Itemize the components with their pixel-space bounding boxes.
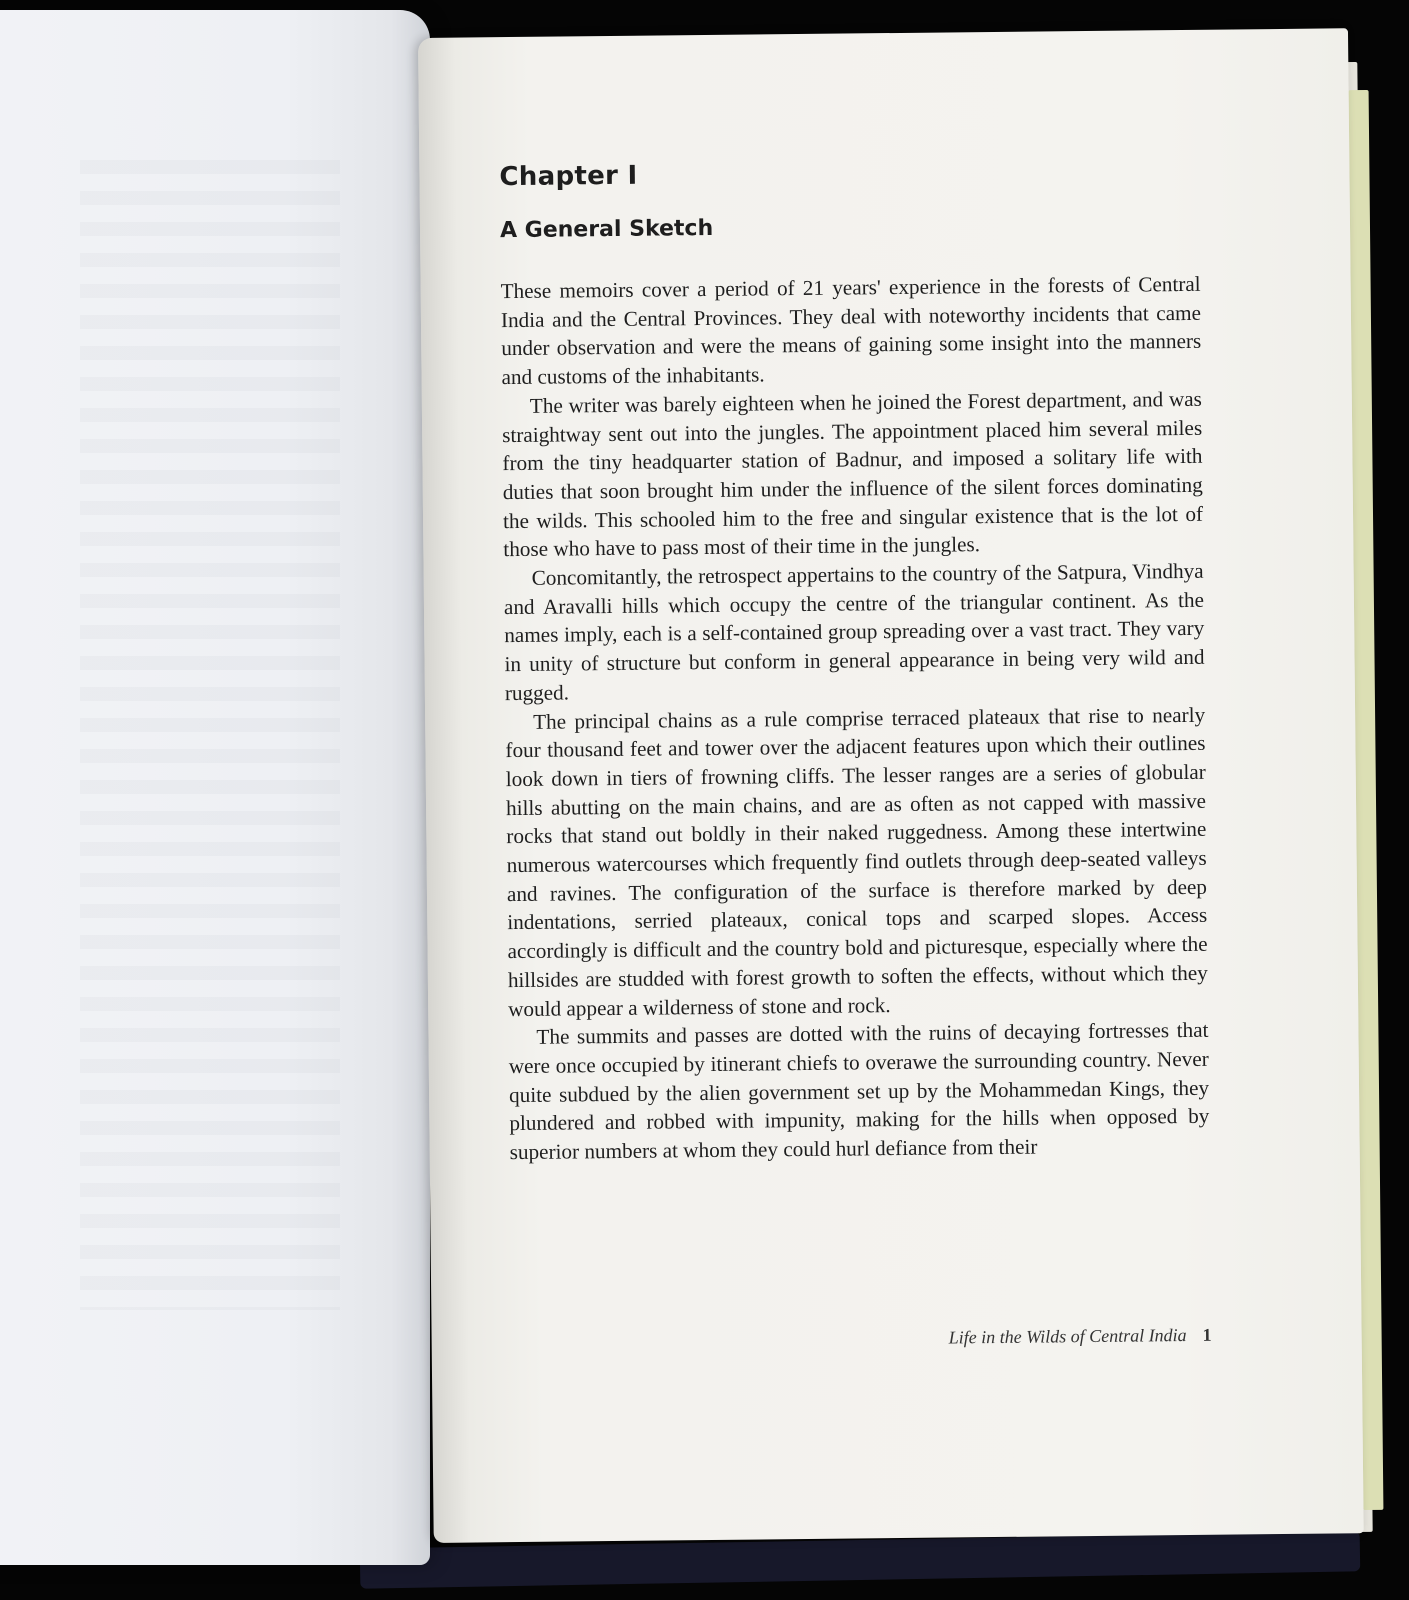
left-page (0, 10, 430, 1565)
paragraph: The writer was barely eighteen when he joined the Forest department, and was straightway sent out into the jungles. The appointment placed him several miles from the tiny headquarter station of Badnur, and imposed a solitary life with duties that soon brought him under the influence of the silent forces dominating the wilds. This schooled him to the free and singular existence that is the lot of those who have to pass most of their time in the jungles. (502, 386, 1204, 562)
running-footer-title: Life in the Wilds of Central India (948, 1325, 1187, 1348)
page-body (499, 155, 1209, 1167)
paragraph: The summits and passes are dotted with the ruins of decaying fortresses that were once occupied by itinerant chiefs to overawe the surrounding country. Never quite subdued by the alien government set up by the Mohammedan Kings, they plundered and robbed with impunity, making for the hills when opposed by superior numbers at whom they could hurl defiance from their (508, 1018, 1210, 1165)
paragraph: The principal chains as a rule comprise terraced plateaux that rise to nearly four thousand feet and tower over the adjacent features upon which their outlines look down in tiers of frowning cliffs. The lesser ranges are a series of globular hills abutting on the main chains, and are as often as not capped with massive rocks that stand out boldly in their naked ruggedness. Among these intertwine numerous watercourses which frequently find outlets through deep-seated valleys and ravines. The configuration of the surface is therefore marked by deep indentations, serried plateaux, conical tops and scarped slopes. Access accordingly is difficult and the country bold and picturesque, especially where the hillsides are studded with forest growth to soften the effects, without which they would appear a wilderness of stone and rock. (505, 702, 1208, 1021)
chapter-title: A General Sketch (499, 215, 714, 244)
right-page (418, 28, 1364, 1543)
chapter-heading: Chapter I (499, 160, 638, 193)
page-footer (902, 1325, 1212, 1349)
show-through-text (80, 160, 340, 1310)
paragraph: Concomitantly, the retrospect appertains to the country of the Satpura, Vindhya and Aravalli hills which occupy the centre of the triangular continent. As the names imply, each is a self-contained group spreading over a vast tract. They vary in unity of structure but conform in general appearance in being very wild and rugged. (503, 558, 1205, 705)
page-number: 1 (1202, 1324, 1212, 1345)
paragraph: These memoirs cover a period of 21 years' experience in the forests of Central India and the Central Provinces. They deal with noteworthy incidents that came under observation and were the means of gaining some insight into the manners and customs of the inhabitants. (500, 271, 1202, 390)
